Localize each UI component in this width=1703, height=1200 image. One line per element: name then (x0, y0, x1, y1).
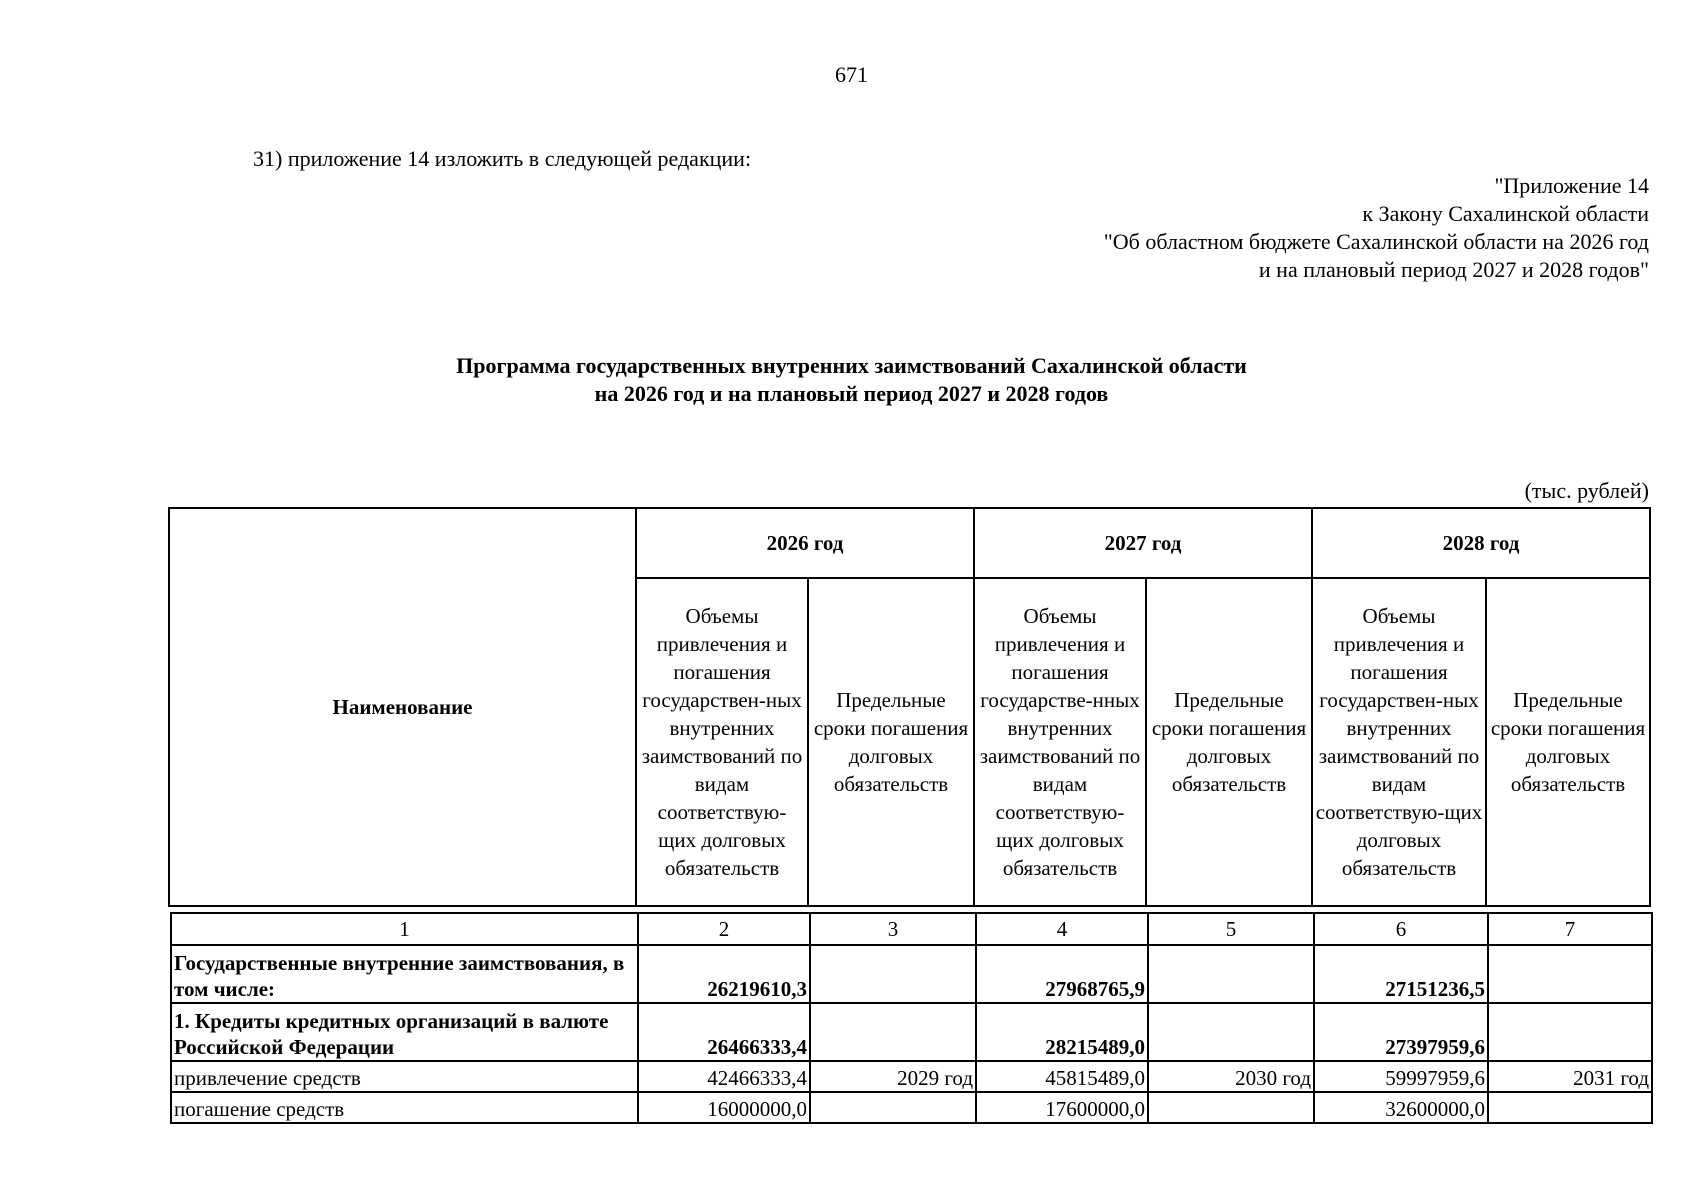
table-row (171, 1092, 1652, 1123)
cell-value: 59997959,6 (1314, 1061, 1488, 1092)
volumes-header-2027: Объемы привлечения и погашения государстве-нных внутренних заимствований по видам соответствую-щих долговых обязательств (974, 578, 1146, 906)
row-name: привлечение средств (171, 1061, 638, 1092)
document-title (0, 352, 1703, 408)
cell-term (1148, 1003, 1314, 1061)
table-row (171, 1061, 1652, 1092)
column-number: 6 (1314, 913, 1488, 945)
appendix-line: к Закону Сахалинской области (1362, 201, 1649, 226)
cell-value: 42466333,4 (638, 1061, 810, 1092)
cell-value: 26466333,4 (638, 1003, 810, 1061)
appendix-line: "Об областном бюджете Сахалинской области на 2026 год (1103, 229, 1649, 254)
cell-value: 45815489,0 (976, 1061, 1148, 1092)
amendment-instruction: 31) приложение 14 изложить в следующей редакции: (253, 146, 752, 171)
cell-term (1488, 945, 1652, 1003)
name-column-header: Наименование (169, 508, 636, 906)
title-line: на 2026 год и на плановый период 2027 и 2028 годов (594, 381, 1109, 406)
row-name: Государственные внутренние заимствования, в том числе: (171, 945, 638, 1003)
volumes-header-2028: Объемы привлечения и погашения государствен-ных внутренних заимствований по видам соответствую-щих долговых обязательств (1312, 578, 1486, 906)
cell-term (810, 945, 976, 1003)
column-number: 5 (1148, 913, 1314, 945)
appendix-line: и на плановый период 2027 и 2028 годов" (1258, 257, 1649, 282)
cell-value: 32600000,0 (1314, 1092, 1488, 1123)
cell-term: 2031 год (1488, 1061, 1652, 1092)
column-number: 1 (171, 913, 638, 945)
cell-term (1488, 1003, 1652, 1061)
cell-value: 16000000,0 (638, 1092, 810, 1123)
terms-header-2028: Предельные сроки погашения долговых обязательств (1486, 578, 1650, 906)
terms-header-2027: Предельные сроки погашения долговых обязательств (1146, 578, 1312, 906)
cell-term (1148, 945, 1314, 1003)
cell-term (810, 1003, 976, 1061)
column-number: 7 (1488, 913, 1652, 945)
units-label: (тыс. рублей) (1524, 478, 1649, 503)
cell-value: 26219610,3 (638, 945, 810, 1003)
terms-header-2026: Предельные сроки погашения долговых обязательств (808, 578, 974, 906)
year-header-2026: 2026 год (636, 508, 974, 578)
column-number: 3 (810, 913, 976, 945)
year-header-2027: 2027 год (974, 508, 1312, 578)
column-number: 2 (638, 913, 810, 945)
cell-value: 27151236,5 (1314, 945, 1488, 1003)
borrowing-table (170, 912, 1653, 1124)
row-name: погашение средств (171, 1092, 638, 1123)
cell-term: 2030 год (1148, 1061, 1314, 1092)
appendix-header (1104, 172, 1649, 284)
page-number: 671 (835, 62, 868, 87)
cell-term: 2029 год (810, 1061, 976, 1092)
cell-term (1148, 1092, 1314, 1123)
row-name: 1. Кредиты кредитных организаций в валюте Российской Федерации (171, 1003, 638, 1061)
cell-term (810, 1092, 976, 1123)
title-line: Программа государственных внутренних заимствований Сахалинской области (456, 353, 1247, 378)
column-number: 4 (976, 913, 1148, 945)
appendix-line: "Приложение 14 (1494, 173, 1649, 198)
table-row (171, 1003, 1652, 1061)
cell-value: 17600000,0 (976, 1092, 1148, 1123)
volumes-header-2026: Объемы привлечения и погашения государствен-ных внутренних заимствований по видам соответствую-щих долговых обязательств (636, 578, 808, 906)
table-row (171, 945, 1652, 1003)
cell-value: 28215489,0 (976, 1003, 1148, 1061)
cell-value: 27397959,6 (1314, 1003, 1488, 1061)
cell-term (1488, 1092, 1652, 1123)
year-header-2028: 2028 год (1312, 508, 1650, 578)
column-number-row (171, 913, 1652, 945)
cell-value: 27968765,9 (976, 945, 1148, 1003)
table-header (168, 507, 1651, 907)
